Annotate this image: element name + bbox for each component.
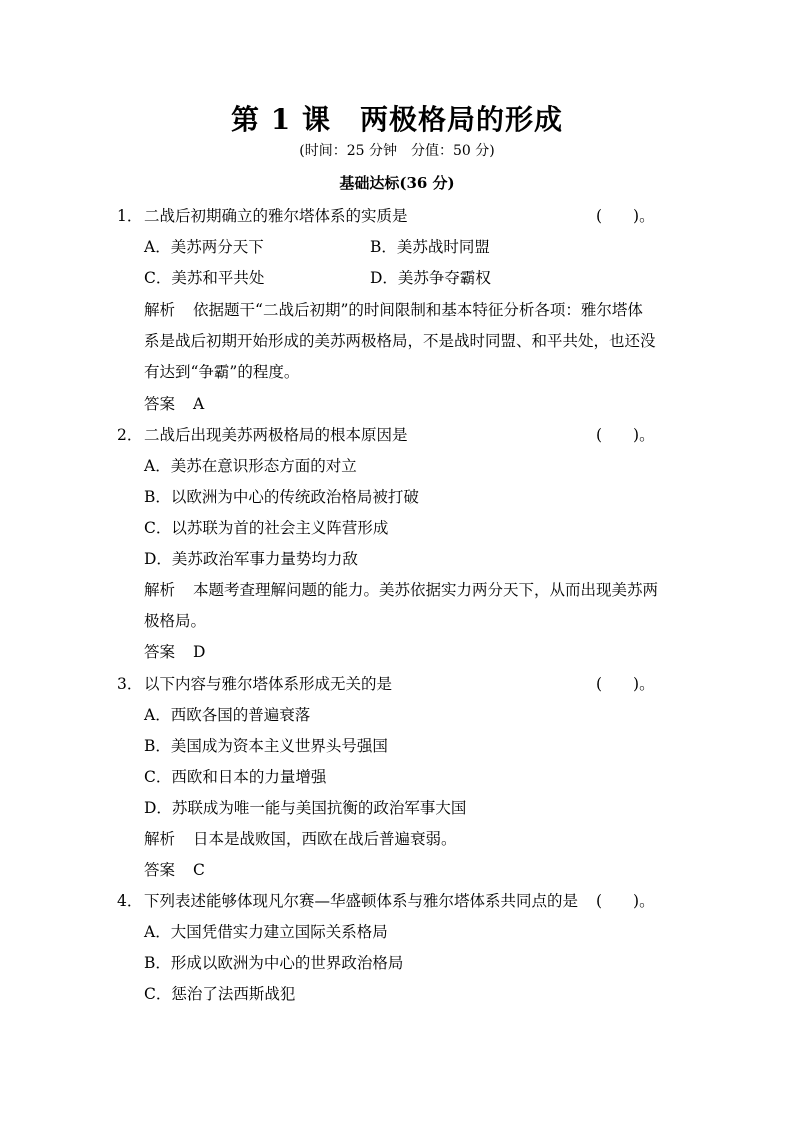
answer-label: 答案: [144, 861, 176, 879]
analysis-text: 依据题干“二战后初期”的时间限制和基本特征分析各项：雅尔塔体: [193, 301, 643, 319]
analysis-line: [144, 300, 643, 320]
analysis-text: 极格局。: [144, 612, 207, 630]
question-stem: 以下内容与雅尔塔体系形成无关的是: [144, 675, 393, 693]
page-subtitle: (时间：25 分钟 分值：50 分): [299, 143, 495, 159]
option-a: A．美苏在意识形态方面的对立: [144, 457, 357, 475]
answer-value: C: [193, 861, 205, 879]
section-heading: 基础达标(36 分): [339, 174, 455, 192]
answer-value: D: [193, 643, 206, 661]
option-c: C．西欧和日本的力量增强: [144, 768, 327, 786]
answer-label: 答案: [144, 395, 176, 413]
question-number: 3．: [117, 675, 143, 693]
answer-line: [144, 394, 204, 414]
option-b: B．美国成为资本主义世界头号强国: [144, 737, 388, 755]
option-c: C．惩治了法西斯战犯: [144, 985, 296, 1003]
analysis-text: 本题考查理解问题的能力。美苏依据实力两分天下，从而出现美苏两: [193, 581, 659, 599]
analysis-text: 有达到“争霸”的程度。: [144, 363, 300, 381]
question-stem: 下列表述能够体现凡尔赛—华盛顿体系与雅尔塔体系共同点的是: [144, 892, 579, 910]
option-d: D．苏联成为唯一能与美国抗衡的政治军事大国: [144, 799, 467, 817]
analysis-text: 日本是战败国，西欧在战后普遍衰弱。: [193, 830, 457, 848]
question-stem: 二战后出现美苏两极格局的根本原因是: [144, 426, 408, 444]
question-number: 4．: [117, 892, 143, 910]
answer-parenthesis: ( )。: [596, 426, 655, 444]
question-number: 1．: [117, 207, 143, 225]
answer-value: A: [193, 395, 205, 413]
analysis-label: 解析: [144, 301, 176, 319]
analysis-label: 解析: [144, 581, 176, 599]
option-b: B．美苏战时同盟: [370, 238, 490, 256]
answer-line: [144, 860, 205, 880]
page-title: 第 1 课 两极格局的形成: [231, 103, 563, 136]
answer-line: [144, 642, 205, 662]
answer-parenthesis: ( )。: [596, 207, 655, 225]
answer-label: 答案: [144, 643, 176, 661]
answer-parenthesis: ( )。: [596, 892, 655, 910]
option-c: C．美苏和平共处: [144, 269, 265, 287]
answer-parenthesis: ( )。: [596, 675, 655, 693]
option-a: A．美苏两分天下: [144, 238, 264, 256]
option-d: D．美苏争夺霸权: [370, 269, 491, 287]
analysis-text: 系是战后初期开始形成的美苏两极格局，不是战时同盟、和平共处，也还没: [144, 332, 656, 350]
option-a: A．大国凭借实力建立国际关系格局: [144, 923, 388, 941]
analysis-line: [144, 580, 658, 600]
option-a: A．西欧各国的普遍衰落: [144, 706, 311, 724]
analysis-label: 解析: [144, 830, 176, 848]
option-c: C．以苏联为首的社会主义阵营形成: [144, 519, 389, 537]
option-b: B．形成以欧洲为中心的世界政治格局: [144, 954, 404, 972]
option-d: D．美苏政治军事力量势均力敌: [144, 550, 358, 568]
analysis-line: [144, 829, 457, 849]
question-number: 2．: [117, 426, 143, 444]
question-stem: 二战后初期确立的雅尔塔体系的实质是: [144, 207, 408, 225]
option-b: B．以欧洲为中心的传统政治格局被打破: [144, 488, 419, 506]
